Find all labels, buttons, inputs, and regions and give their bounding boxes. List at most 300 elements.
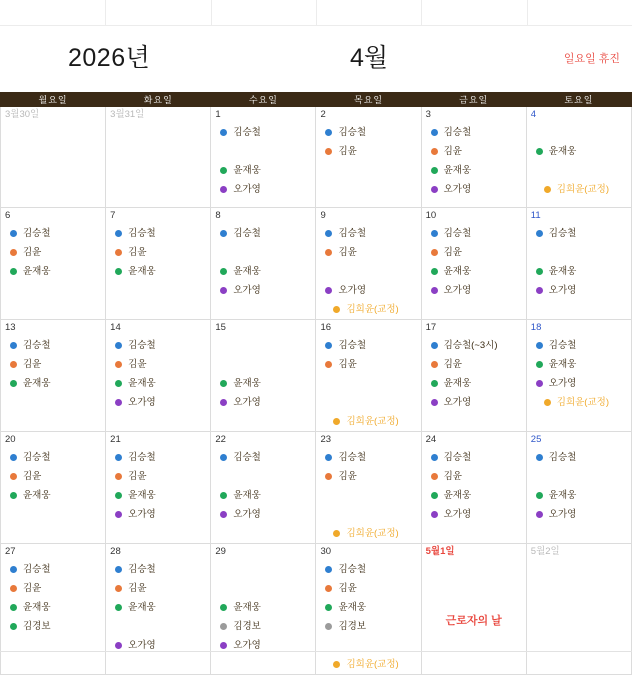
event-label: 김윤 [128, 247, 147, 258]
event-label: 김승철(~3시) [443, 340, 498, 351]
day-event-list [1, 221, 105, 281]
event-dot-icon [325, 249, 332, 256]
event-dot-icon [431, 148, 438, 155]
day-event-list [527, 221, 631, 300]
day-event-item[interactable] [527, 374, 631, 393]
day-event-item[interactable] [211, 505, 315, 524]
day-event-spacer [211, 579, 315, 598]
day-event-item[interactable] [1, 243, 105, 262]
day-number: 28 [110, 546, 121, 557]
calendar-day-cell[interactable] [1, 432, 106, 544]
event-dot-icon [536, 361, 543, 368]
day-event-item[interactable] [1, 467, 105, 486]
day-event-item[interactable] [1, 355, 105, 374]
event-label: 김윤 [23, 583, 42, 594]
calendar-day-cell[interactable] [316, 432, 421, 544]
event-label: 김승철 [338, 127, 366, 138]
event-label: 김윤 [338, 359, 357, 370]
day-event-item[interactable] [211, 486, 315, 505]
day-event-item[interactable] [316, 560, 420, 579]
event-label: 윤재웅 [23, 266, 51, 277]
event-dot-icon [10, 604, 17, 611]
event-dot-icon [544, 186, 551, 193]
day-event-item[interactable] [211, 636, 315, 655]
day-event-item[interactable] [422, 243, 526, 262]
event-label: 윤재웅 [233, 602, 261, 613]
day-event-item[interactable] [316, 300, 420, 319]
day-number: 29 [215, 546, 226, 557]
day-event-item[interactable] [1, 262, 105, 281]
calendar-week-row [1, 208, 632, 320]
event-label: 김승철 [128, 452, 156, 463]
event-dot-icon [325, 148, 332, 155]
event-dot-icon [431, 230, 438, 237]
day-event-list [527, 445, 631, 524]
day-number: 3월30일 [5, 109, 40, 120]
event-dot-icon [536, 511, 543, 518]
event-label: 김윤 [23, 359, 42, 370]
event-label: 김희윤(교정) [346, 416, 399, 427]
day-event-item[interactable] [1, 224, 105, 243]
day-event-item[interactable] [106, 448, 210, 467]
event-dot-icon [10, 268, 17, 275]
event-dot-icon [115, 642, 122, 649]
event-dot-icon [220, 642, 227, 649]
calendar-day-cell[interactable] [1, 544, 106, 675]
day-event-item[interactable] [106, 598, 210, 617]
calendar-day-cell[interactable] [211, 320, 316, 432]
weekday-header-sat: 토요일 [526, 93, 631, 107]
event-dot-icon [220, 511, 227, 518]
calendar-day-cell[interactable] [106, 432, 211, 544]
day-event-item[interactable] [316, 123, 420, 142]
event-label: 오가영 [338, 285, 366, 296]
day-event-spacer [527, 467, 631, 486]
day-event-item[interactable] [211, 598, 315, 617]
event-dot-icon [325, 129, 332, 136]
event-dot-icon [536, 230, 543, 237]
day-event-item[interactable] [316, 243, 420, 262]
event-dot-icon [431, 268, 438, 275]
event-dot-icon [10, 380, 17, 387]
event-label: 윤재웅 [128, 490, 156, 501]
day-event-spacer [316, 636, 420, 655]
day-event-item[interactable] [316, 142, 420, 161]
day-event-item[interactable] [316, 355, 420, 374]
day-event-item[interactable] [106, 393, 210, 412]
day-event-spacer [211, 142, 315, 161]
event-label: 오가영 [548, 378, 577, 389]
calendar-day-cell[interactable] [421, 432, 526, 544]
event-dot-icon [325, 361, 332, 368]
day-event-item[interactable] [422, 486, 526, 505]
event-label: 윤재웅 [23, 602, 51, 613]
day-event-list [106, 557, 210, 655]
calendar-day-cell[interactable] [211, 107, 316, 208]
event-dot-icon [220, 268, 227, 275]
day-event-spacer [211, 243, 315, 262]
day-event-spacer [316, 486, 420, 505]
event-label: 김승철 [23, 564, 51, 575]
calendar-day-cell[interactable] [526, 320, 631, 432]
event-dot-icon [325, 342, 332, 349]
day-event-item[interactable] [106, 636, 210, 655]
event-dot-icon [536, 342, 543, 349]
event-label: 윤재웅 [548, 146, 577, 157]
day-event-item[interactable] [422, 142, 526, 161]
event-label: 김윤 [128, 583, 147, 594]
event-dot-icon [115, 566, 122, 573]
holiday-label: 근로자의 날 [445, 615, 502, 627]
calendar-day-cell[interactable] [316, 544, 421, 675]
day-event-item[interactable] [106, 243, 210, 262]
day-event-item[interactable] [211, 393, 315, 412]
calendar-day-cell[interactable] [1, 107, 106, 208]
top-ruler-strip [0, 0, 632, 26]
event-dot-icon [536, 492, 543, 499]
day-event-item[interactable] [106, 374, 210, 393]
day-event-spacer [316, 393, 420, 412]
day-event-item[interactable] [211, 374, 315, 393]
event-dot-icon [431, 167, 438, 174]
day-event-spacer [316, 262, 420, 281]
day-event-item[interactable] [527, 180, 631, 199]
event-dot-icon [220, 186, 227, 193]
day-event-item[interactable] [316, 655, 420, 674]
event-label: 오가영 [128, 640, 156, 651]
day-event-item[interactable] [211, 123, 315, 142]
event-dot-icon [220, 167, 227, 174]
day-event-item[interactable] [316, 579, 420, 598]
event-dot-icon [10, 623, 17, 630]
day-event-item[interactable] [106, 355, 210, 374]
event-label: 김경보 [338, 621, 366, 632]
event-label: 김희윤(교정) [346, 528, 399, 539]
day-event-item[interactable] [527, 355, 631, 374]
day-event-item[interactable] [527, 262, 631, 281]
day-event-spacer [211, 355, 315, 374]
event-label: 오가영 [128, 509, 156, 520]
day-event-item[interactable] [422, 374, 526, 393]
day-event-item[interactable] [211, 448, 315, 467]
weekday-header-wed: 수요일 [211, 93, 316, 107]
day-event-spacer [527, 161, 631, 180]
day-event-list [422, 333, 526, 412]
calendar-week-row [1, 432, 632, 544]
day-number: 8 [215, 210, 221, 221]
day-event-spacer [106, 617, 210, 636]
day-event-item[interactable] [1, 617, 105, 636]
day-event-item[interactable] [211, 281, 315, 300]
event-dot-icon [10, 230, 17, 237]
day-event-item[interactable] [316, 412, 420, 431]
event-label: 윤재웅 [548, 359, 577, 370]
day-event-item[interactable] [527, 336, 631, 355]
event-label: 윤재웅 [128, 602, 156, 613]
event-label: 오가영 [443, 509, 472, 520]
event-label: 김윤 [23, 471, 42, 482]
day-number: 22 [215, 434, 226, 445]
event-dot-icon [325, 287, 332, 294]
day-event-list [1, 333, 105, 393]
event-label: 김윤 [128, 471, 147, 482]
event-dot-icon [325, 566, 332, 573]
event-label: 윤재웅 [23, 378, 51, 389]
event-label: 김윤 [338, 247, 357, 258]
weekday-header-thu: 목요일 [316, 93, 421, 107]
day-event-list [211, 445, 315, 524]
event-dot-icon [333, 661, 340, 668]
day-event-item[interactable] [106, 336, 210, 355]
day-number: 27 [5, 546, 16, 557]
event-label: 오가영 [443, 397, 472, 408]
event-label: 김승철 [338, 564, 366, 575]
event-label: 김윤 [338, 471, 357, 482]
day-event-item[interactable] [316, 448, 420, 467]
event-label: 오가영 [548, 509, 577, 520]
event-dot-icon [220, 604, 227, 611]
calendar-day-cell[interactable] [1, 208, 106, 320]
day-event-item[interactable] [1, 374, 105, 393]
event-dot-icon [325, 454, 332, 461]
day-event-item[interactable] [527, 393, 631, 412]
day-event-item[interactable] [422, 262, 526, 281]
day-event-item[interactable] [1, 579, 105, 598]
calendar-day-cell[interactable] [316, 320, 421, 432]
event-dot-icon [220, 230, 227, 237]
calendar-day-cell[interactable] [421, 208, 526, 320]
calendar-body [1, 107, 632, 675]
event-dot-icon [431, 492, 438, 499]
calendar-day-cell[interactable] [106, 107, 211, 208]
day-number: 3월31일 [110, 109, 145, 120]
day-event-item[interactable] [422, 336, 526, 355]
event-label: 윤재웅 [338, 602, 366, 613]
event-dot-icon [431, 287, 438, 294]
event-label: 김승철 [338, 228, 366, 239]
event-label: 김윤 [443, 247, 462, 258]
event-label: 오가영 [233, 184, 261, 195]
calendar-day-cell[interactable] [421, 107, 526, 208]
day-event-item[interactable] [106, 579, 210, 598]
event-label: 윤재웅 [233, 165, 261, 176]
calendar-day-cell[interactable] [211, 432, 316, 544]
weekday-header-mon: 월요일 [1, 93, 106, 107]
day-event-list [422, 221, 526, 300]
event-dot-icon [115, 342, 122, 349]
event-label: 김윤 [338, 146, 357, 157]
event-dot-icon [325, 230, 332, 237]
calendar-day-cell[interactable] [106, 320, 211, 432]
day-event-item[interactable] [316, 224, 420, 243]
day-event-item[interactable] [527, 486, 631, 505]
day-event-list [422, 445, 526, 524]
event-label: 김윤 [128, 359, 147, 370]
event-dot-icon [333, 530, 340, 537]
calendar-day-cell[interactable] [211, 208, 316, 320]
event-dot-icon [536, 287, 543, 294]
day-number: 4 [530, 109, 537, 120]
event-dot-icon [325, 585, 332, 592]
day-event-item[interactable] [1, 486, 105, 505]
event-label: 오가영 [443, 184, 472, 195]
event-dot-icon [536, 148, 543, 155]
weekday-header-tue: 화요일 [106, 93, 211, 107]
event-dot-icon [115, 473, 122, 480]
event-label: 김승철 [128, 340, 156, 351]
day-event-item[interactable] [422, 448, 526, 467]
event-dot-icon [115, 604, 122, 611]
day-event-list [106, 445, 210, 524]
event-dot-icon [115, 585, 122, 592]
event-dot-icon [431, 342, 438, 349]
day-event-list [211, 557, 315, 655]
calendar-day-cell[interactable] [526, 544, 631, 675]
day-event-item[interactable] [422, 281, 526, 300]
event-dot-icon [10, 454, 17, 461]
day-event-item[interactable] [527, 448, 631, 467]
day-event-item[interactable] [422, 505, 526, 524]
event-dot-icon [431, 186, 438, 193]
event-label: 김윤 [443, 471, 462, 482]
event-label: 김승철 [548, 228, 577, 239]
calendar-day-cell[interactable] [316, 107, 421, 208]
event-label: 윤재웅 [443, 266, 472, 277]
event-label: 윤재웅 [233, 378, 261, 389]
day-event-item[interactable] [211, 161, 315, 180]
day-number: 1 [215, 109, 221, 120]
event-dot-icon [325, 473, 332, 480]
event-label: 김승철 [128, 564, 156, 575]
day-number: 14 [110, 322, 121, 333]
day-number: 11 [530, 210, 541, 221]
event-label: 오가영 [443, 285, 472, 296]
day-event-item[interactable] [106, 262, 210, 281]
event-dot-icon [115, 268, 122, 275]
event-dot-icon [536, 454, 543, 461]
calendar-day-cell[interactable] [106, 208, 211, 320]
event-label: 김승철 [338, 452, 366, 463]
day-event-item[interactable] [1, 448, 105, 467]
day-event-item[interactable] [211, 617, 315, 636]
day-number: 18 [530, 322, 542, 333]
day-event-list [527, 333, 631, 412]
day-event-item[interactable] [106, 467, 210, 486]
day-event-item[interactable] [211, 180, 315, 199]
day-event-item[interactable] [527, 224, 631, 243]
day-event-item[interactable] [422, 123, 526, 142]
event-dot-icon [220, 454, 227, 461]
event-dot-icon [115, 399, 122, 406]
event-dot-icon [431, 399, 438, 406]
day-event-item[interactable] [1, 336, 105, 355]
day-number: 16 [320, 322, 332, 333]
event-label: 김승철 [548, 452, 577, 463]
day-event-item[interactable] [527, 142, 631, 161]
day-event-item[interactable] [422, 161, 526, 180]
day-event-item[interactable] [106, 505, 210, 524]
calendar-day-cell[interactable] [316, 208, 421, 320]
day-event-item[interactable] [316, 524, 420, 543]
day-event-item[interactable] [316, 336, 420, 355]
sunday-closed-note: 일요일 휴진 [563, 53, 620, 65]
day-event-item[interactable] [316, 467, 420, 486]
day-event-item[interactable] [527, 505, 631, 524]
day-number: 25 [530, 434, 542, 445]
day-event-item[interactable] [316, 281, 420, 300]
calendar-day-cell[interactable] [421, 320, 526, 432]
day-event-item[interactable] [106, 224, 210, 243]
calendar-day-cell[interactable] [526, 208, 631, 320]
day-number: 5월1일 [425, 546, 455, 557]
day-event-item[interactable] [106, 560, 210, 579]
day-event-item[interactable] [527, 281, 631, 300]
day-event-item[interactable] [211, 262, 315, 281]
calendar-day-cell[interactable] [211, 544, 316, 675]
event-dot-icon [115, 380, 122, 387]
day-event-list [316, 557, 420, 674]
day-event-item[interactable] [422, 180, 526, 199]
day-event-spacer [211, 467, 315, 486]
day-event-item[interactable] [1, 560, 105, 579]
calendar-day-cell[interactable] [526, 432, 631, 544]
event-label: 윤재웅 [443, 490, 472, 501]
day-number: 2 [320, 109, 326, 120]
day-event-list [316, 221, 420, 319]
day-event-list [527, 120, 631, 199]
day-number: 21 [110, 434, 121, 445]
event-label: 김윤 [443, 359, 462, 370]
day-event-list [106, 221, 210, 281]
event-label: 오가영 [233, 509, 261, 520]
calendar-day-cell[interactable] [1, 320, 106, 432]
day-event-item[interactable] [106, 486, 210, 505]
day-event-item[interactable] [316, 617, 420, 636]
event-dot-icon [115, 230, 122, 237]
event-dot-icon [220, 492, 227, 499]
day-event-item[interactable] [1, 598, 105, 617]
day-event-item[interactable] [422, 355, 526, 374]
day-event-item[interactable] [316, 598, 420, 617]
event-label: 김희윤(교정) [346, 304, 399, 315]
event-label: 김승철 [443, 127, 472, 138]
event-dot-icon [431, 511, 438, 518]
day-event-item[interactable] [422, 467, 526, 486]
event-dot-icon [115, 492, 122, 499]
day-number: 13 [5, 322, 16, 333]
calendar-day-cell[interactable] [421, 544, 526, 675]
event-label: 윤재웅 [128, 266, 156, 277]
event-label: 오가영 [548, 285, 577, 296]
event-label: 오가영 [233, 640, 261, 651]
calendar-day-cell[interactable] [526, 107, 631, 208]
event-label: 김승철 [233, 452, 261, 463]
day-event-list [1, 445, 105, 505]
day-event-item[interactable] [422, 224, 526, 243]
day-number: 23 [320, 434, 332, 445]
day-number: 7 [110, 210, 116, 221]
weekday-header-row [1, 93, 632, 107]
day-event-item[interactable] [211, 224, 315, 243]
event-dot-icon [115, 249, 122, 256]
event-dot-icon [220, 287, 227, 294]
event-label: 김승철 [548, 340, 577, 351]
calendar-day-cell[interactable] [106, 544, 211, 675]
day-event-item[interactable] [422, 393, 526, 412]
day-number: 5월2일 [530, 546, 560, 557]
day-event-list [1, 557, 105, 636]
event-dot-icon [431, 129, 438, 136]
